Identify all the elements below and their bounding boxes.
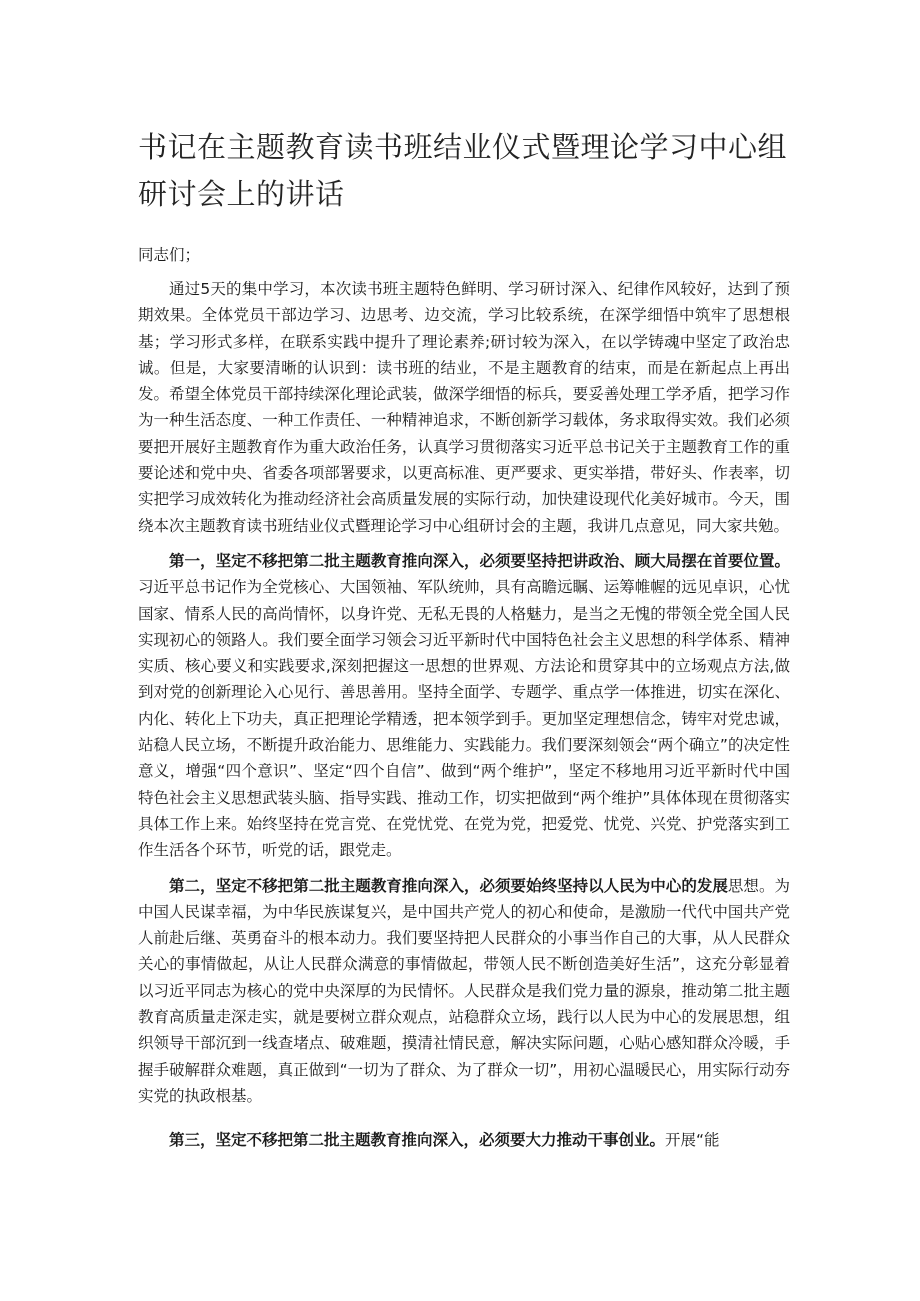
title-line-2: 研讨会上的讲话 — [138, 177, 345, 211]
paragraph-body: 开展“能 — [665, 1131, 720, 1150]
title-line-1: 书记在主题教育读书班结业仪式暨理论学习中心组 — [138, 130, 788, 164]
paragraph-point-2 — [138, 873, 790, 1110]
paragraph-point-3 — [138, 1127, 790, 1153]
document-title — [138, 124, 790, 218]
paragraph-intro — [138, 276, 790, 539]
paragraph-lead: 第二，坚定不移把第二批主题教育推向深入，必须要始终坚持以人民为中心的发展 — [169, 876, 728, 895]
paragraph-body: 习近平总书记作为全党核心、大国领袖、军队统帅，具有高瞻远瞩、运筹帷幄的远见卓识，心忧国家、情系人民的高尚情怀，以身许党、无私无畏的人格魅力，是当之无愧的带领全党全国人民实现初心的领路人。我们要全面学习领会习近平新时代中国特色社会主义思想的科学体系、精神实质、核心要义和实践要求,深刻把握这一思想的世界观、方法论和贯穿其中的立场观点方法,做到对党的创新理论入心见行、善思善用。坚持全面学、专题学、重点学一体推进，切实在深化、内化、转化上下功夫，真正把理论学精透，把本领学到手。更加坚定理想信念，铸牢对党忠诚，站稳人民立场，不断提升政治能力、思维能力、实践能力。我们要深刻领会“两个确立”的决定性意义，增强“四个意识”、坚定“四个自信”、做到“两个维护”，坚定不移地用习近平新时代中国特色社会主义思想武装头脑、指导实践、推动工作，切实把做到“两个维护”具体体现在贯彻落实具体工作上来。始终坚持在党言党、在党忧党、在党为党，把爱党、忧党、兴党、护党落实到工作生活各个环节，听党的话，跟党走。 — [138, 578, 790, 860]
paragraph-body: 思想。为中国人民谋幸福，为中华民族谋复兴，是中国共产党人的初心和使命，是激励一代代中国共产党人前赴后继、英勇奋斗的根本动力。我们要坚持把人民群众的小事当作自己的大事，从人民群众关心的事情做起，从让人民群众满意的事情做起，带领人民不断创造美好生活”，这充分彰显着以习近平同志为核心的党中央深厚的为民情怀。人民群众是我们党力量的源泉，推动第二批主题教育高质量走深走实，就是要树立群众观点，站稳群众立场，践行以人民为中心的发展思想，组织领导干部沉到一线查堵点、破难题，摸清社情民意，解决实际问题，心贴心感知群众冷暖，手握手破解群众难题，真正做到“一切为了群众、为了群众一切”，用初心温暖民心，用实际行动夯实党的执政根基。 — [138, 876, 790, 1105]
paragraph-point-1 — [138, 548, 790, 864]
paragraph-body: 通过5天的集中学习，本次读书班主题特色鲜明、学习研讨深入、纪律作风较好，达到了预期效果。全体党员干部边学习、边思考、边交流，学习比较系统，在深学细悟中筑牢了思想根基；学习形式多样，在联系实践中提升了理论素养;研讨较为深入，在以学铸魂中坚定了政治忠诚。但是，大家要清晰的认识到：读书班的结业，不是主题教育的结束，而是在新起点上再出发。希望全体党员干部持续深化理论武装，做深学细悟的标兵，要妥善处理工学矛盾，把学习作为一种生活态度、一种工作责任、一种精神追求，不断创新学习载体，务求取得实效。我们必须要把开展好主题教育作为重大政治任务，认真学习贯彻落实习近平总书记关于主题教育工作的重要论述和党中央、省委各项部署要求，以更高标准、更严要求、更实举措，带好头、作表率，切实把学习成效转化为推动经济社会高质量发展的实际行动，加快建设现代化美好城市。今天，围绕本次主题教育读书班结业仪式暨理论学习中心组研讨会的主题，我讲几点意见，同大家共勉。 — [138, 280, 790, 535]
paragraph-lead: 第一，坚定不移把第二批主题教育推向深入，必须要坚持把讲政治、顾大局摆在首要位置。 — [169, 551, 790, 570]
paragraph-lead: 第三，坚定不移把第二批主题教育推向深入，必须要大力推动干事创业。 — [169, 1131, 666, 1150]
salutation: 同志们； — [138, 246, 201, 264]
